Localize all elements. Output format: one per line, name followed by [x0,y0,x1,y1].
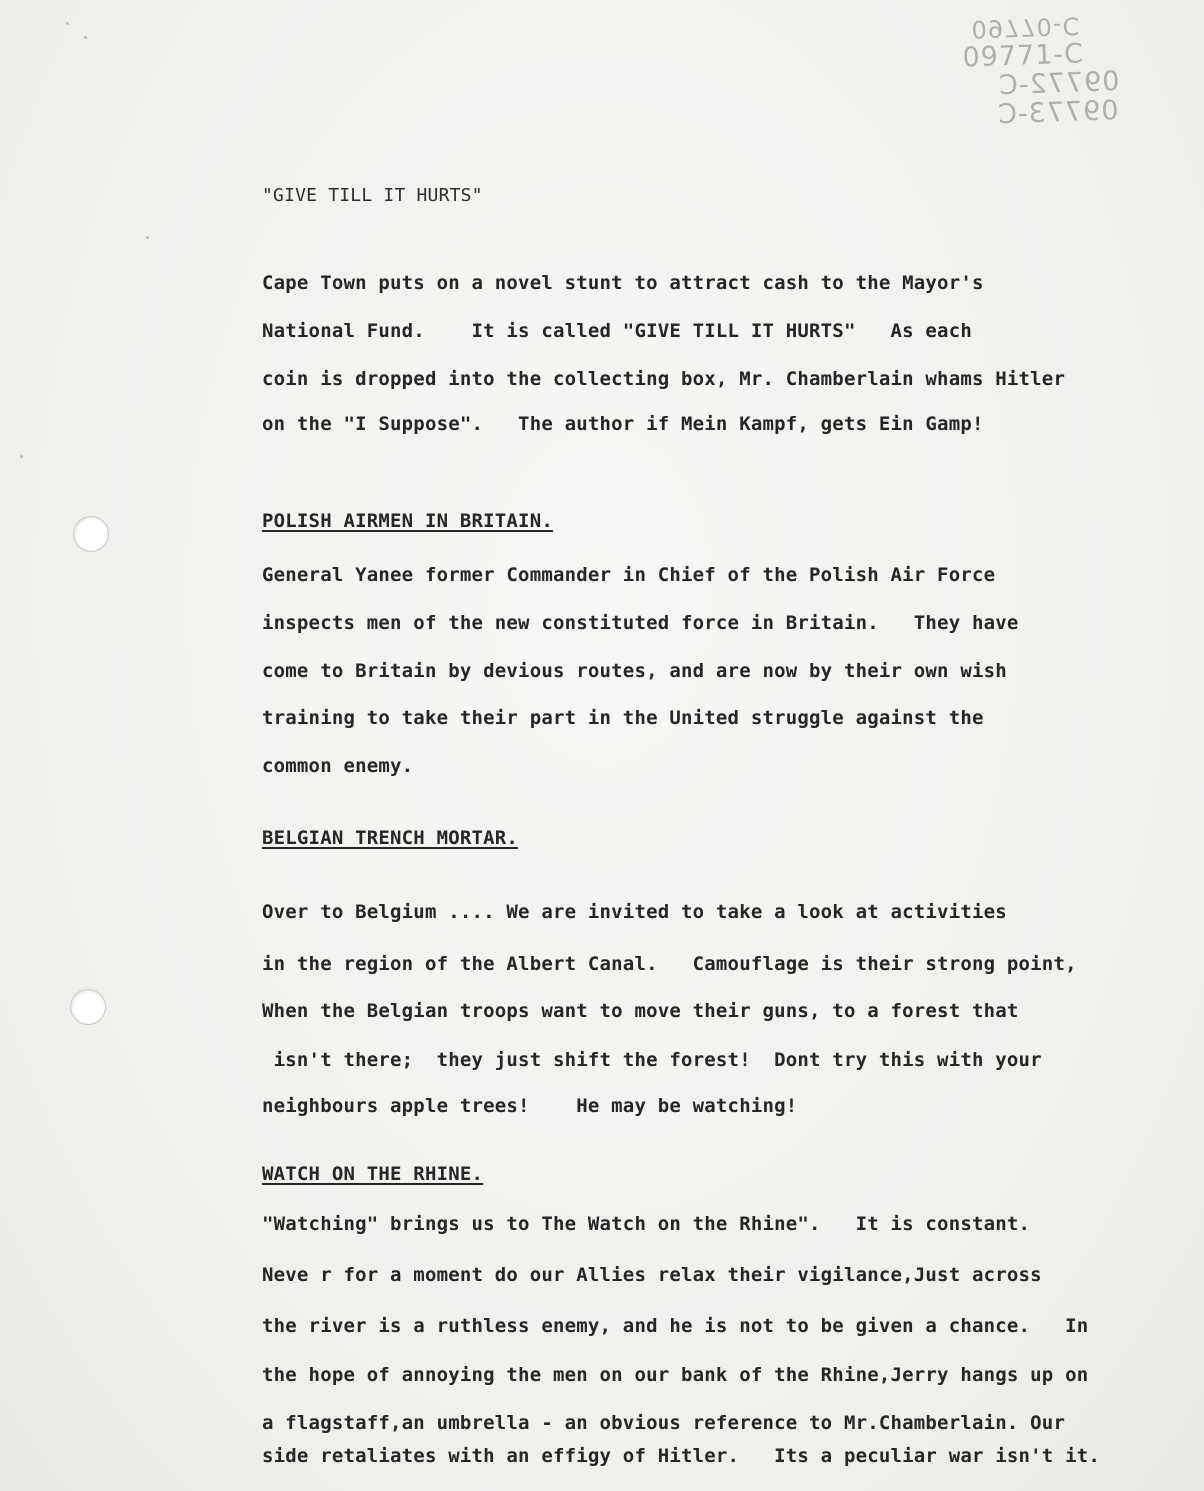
text-line: side retaliates with an effigy of Hitler. Its a peculiar war isn't it. [262,1445,1101,1467]
section-heading-watch-on-the-rhine: WATCH ON THE RHINE. [262,1163,484,1185]
text-line: Neve r for a moment do our Allies relax their vigilance,Just across [262,1264,1042,1286]
archive-reference-number: 09771-C [961,38,1085,74]
text-line: common enemy. [262,755,414,777]
archive-reference-stamp [953,9,1120,131]
archive-reference-number: 09772-C [997,66,1120,102]
text-line: come to Britain by devious routes, and are now by their own wish [262,660,1007,682]
section-heading-belgian-trench-mortar: BELGIAN TRENCH MORTAR. [262,827,519,849]
paper-speck [146,236,149,239]
text-line: Cape Town puts on a novel stunt to attract cash to the Mayor's [262,272,984,294]
text-line: neighbours apple trees! He may be watching! [262,1095,798,1117]
archive-reference-number: 09773-C [996,95,1120,131]
text-line: the hope of annoying the men on our bank of the Rhine,Jerry hangs up on [262,1364,1089,1386]
text-line: When the Belgian troops want to move their guns, to a forest that [262,1000,1019,1022]
text-line: on the "I Suppose". The author if Mein Kampf, gets Ein Gamp! [262,413,984,435]
text-line: training to take their part in the United struggle against the [262,707,984,729]
text-line: isn't there; they just shift the forest! Dont try this with your [262,1049,1042,1071]
archive-reference-number: 09770-C [971,11,1081,44]
text-line: the river is a ruthless enemy, and he is not to be given a chance. In [262,1315,1089,1337]
paper-speck [84,36,87,39]
text-line: "Watching" brings us to The Watch on the Rhine". It is constant. [262,1213,1031,1235]
text-line: coin is dropped into the collecting box, Mr. Chamberlain whams Hitler [262,368,1066,390]
document-title: "GIVE TILL IT HURTS" [262,185,483,206]
paper-speck [20,455,23,458]
text-line: a flagstaff,an umbrella - an obvious reference to Mr.Chamberlain. Our [262,1412,1066,1434]
text-line: General Yanee former Commander in Chief of the Polish Air Force [262,564,996,586]
punch-hole-top [73,516,109,552]
punch-hole-bottom [70,989,106,1025]
section-heading-polish-airmen: POLISH AIRMEN IN BRITAIN. [262,510,553,532]
text-line: Over to Belgium .... We are invited to take a look at activities [262,901,1007,923]
paper-speck [66,22,69,25]
text-line: inspects men of the new constituted force in Britain. They have [262,612,1019,634]
text-line: in the region of the Albert Canal. Camouflage is their strong point, [262,953,1077,975]
text-line: National Fund. It is called "GIVE TILL IT HURTS" As each [262,320,972,342]
